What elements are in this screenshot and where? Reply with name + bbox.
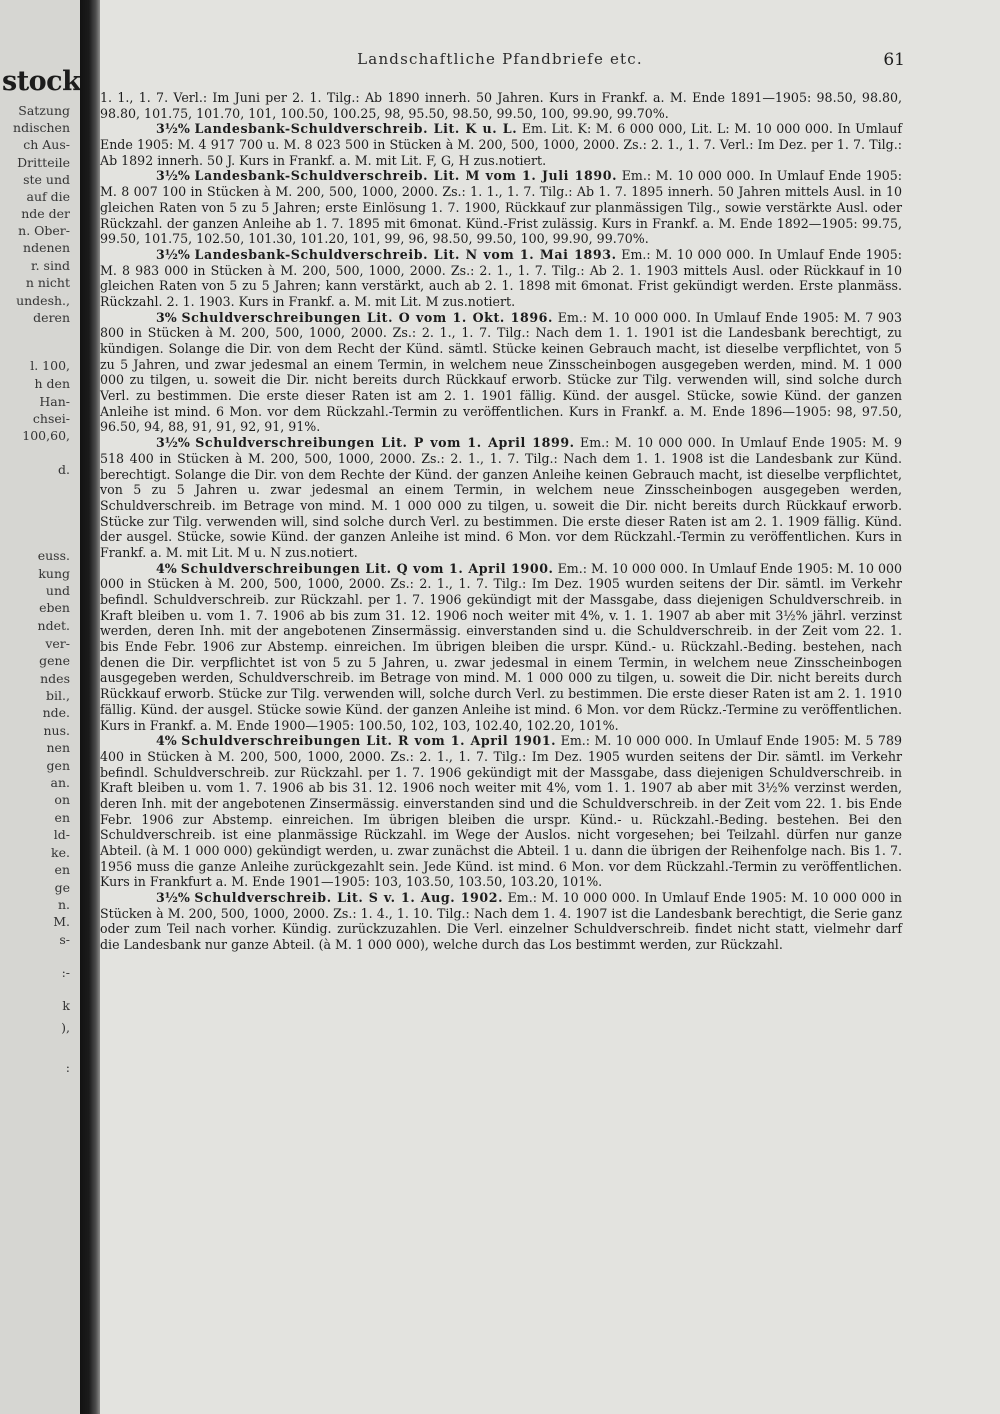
facing-page-heading: stock: [2, 66, 80, 97]
facing-page-fragment: undesh.,: [16, 293, 70, 308]
entry-indent: [100, 733, 156, 748]
facing-page-fragment: s-: [59, 932, 70, 947]
entry-indent: [100, 561, 156, 576]
facing-page-fragment: gene: [39, 653, 70, 668]
facing-page-fragment: ),: [61, 1020, 70, 1035]
facing-page-fragment: Satzung: [18, 103, 70, 118]
facing-page-fragment: n. Ober-: [18, 223, 70, 238]
facing-page-fragment: r. sind: [30, 258, 70, 273]
entry-indent: [100, 247, 156, 262]
entry-lit-q: [100, 561, 902, 734]
entry-lit-p: [100, 435, 902, 561]
book-gutter: [80, 0, 100, 1414]
facing-page-fragment: ld-: [53, 827, 70, 842]
facing-page-fragment: und: [45, 583, 70, 598]
facing-page-fragment: d.: [58, 462, 70, 477]
facing-page-fragment: l. 100,: [30, 358, 70, 373]
entry-lit-m: [100, 168, 902, 246]
facing-page-fragment: nde der: [21, 206, 70, 221]
facing-page-fragment: h den: [34, 376, 70, 391]
interest-rate: 3%: [156, 309, 177, 325]
entry-text: Em.: M. 10 000 000. In Umlauf Ende 1905: M. 9 518 400 in Stücken à M. 200, 500, 1000, 2000. Zs.: 2. 1., 1. 7. Tilg.: Nach dem 1. 1. 1908 ist die Landesbank zur Künd. berechtigt. Solange die Dir. von dem Rechte der Künd. der ganzen Anleihe keinen Gebrauch macht, ist dieselbe verpflichtet, von 5 zu 5 Jahren u. zwar jedesmal an einem Termin, in welchem neue Zinsscheinbogen ausgegeben werden, Schuldverschreib. im Betrage von mind. M. 1 000 000 zu tilgen, u. soweit die Dir. nicht bereits durch Rückkauf erworb. Stücke zur Tilg. verwenden will, sind solche durch Verl. zu bestimmen. Die erste dieser Raten ist am 2. 1. 1909 fällig. Künd. der ausgel. Stücke, sowie Künd. der ganzen Anleihe ist mind. 6 Mon. vor dem Rückzahl.-Termin zu veröffentlichen. Kurs in Frankf. a. M. mit Lit. M u. N zus.notiert.: [100, 435, 902, 560]
interest-rate: 3½%: [156, 246, 190, 262]
intro-paragraph: 1. 1., 1. 7. Verl.: Im Juni per 2. 1. Tilg.: Ab 1890 innerh. 50 Jahren. Kurs in Frankf. a. M. Ende 1891—1905: 98.50, 98.80, 98.80, 101.75, 101.70, 101, 100.50, 100.25, 98, 95.50, 98.50, 99.50, 100, 99.90, 99.70%.: [100, 90, 902, 121]
facing-page-edge: [0, 0, 80, 1414]
interest-rate: 3½%: [156, 890, 190, 906]
entry-title: Schuldverschreibungen Lit. P vom 1. April 1899.: [195, 435, 575, 451]
facing-page-fragment: ndischen: [13, 120, 70, 135]
facing-page-fragment: ke.: [51, 845, 70, 860]
facing-page-fragment: n nicht: [25, 275, 70, 290]
facing-page-fragment: deren: [33, 310, 70, 325]
facing-page-fragment: ch Aus-: [23, 137, 70, 152]
facing-page-fragment: nde.: [42, 705, 70, 720]
entry-lit-s: [100, 890, 902, 953]
entry-text: Em.: M. 10 000 000. In Umlauf Ende 1905: M. 10 000 000 in Stücken à M. 200, 500, 1000, 2000. Zs.: 2. 1., 1. 7. Tilg.: Im Dez. 1905 wurden seitens der Dir. sämtl. im Verkehr befindl. Schuldverschreib. zur Rückzahl. per 1. 7. 1906 gekündigt mit der Massgabe, dass diejenigen Schuldverschreib. in Kraft bleiben u. vom 1. 7. 1906 ab bis zum 31. 12. 1906 noch weiter mit 4%, v. 1. 1. 1907 ab aber mit 3½% jährl. verzinst werden, deren Inh. mit der angebotenen Zinsermässig. einverstanden sind u. die Schuldverschreib. in der Zeit vom 22. 1. bis Ende Febr. 1906 zur Abstemp. einreichen. Im übrigen bleiben die urspr. Künd.- u. Rückzahl.-Beding. bestehen, nach denen die Dir. verpflichtet ist von 5 zu 5 Jahren, u. zwar jedesmal in einem Termin, in welchem neue Zinsscheinbogen ausgegeben werden, Schuldverschreib. im Betrage von mind. M. 1 000 000 zu tilgen, u. soweit die Dir. nicht bereits durch Rückkauf erworb. Stücke zur Tilg. verwenden will, solche durch Verl. zu bestimmen. Die erste dieser Raten ist am 2. 1. 1910 fällig. Künd. der ausgel. Stücke sowie Künd. der ganzen Anleihe ist mind. 6 Mon. vor dem Rückz.-Termine zu veröffentlichen. Kurs in Frankf. a. M. Ende 1900—1905: 100.50, 102, 103, 102.40, 102.20, 101%.: [100, 560, 903, 733]
facing-page-fragment: chsei-: [32, 411, 70, 426]
facing-page-fragment: :: [65, 1060, 70, 1075]
entry-lit-n: [100, 247, 902, 310]
entry-text: Em.: M. 10 000 000. In Umlauf Ende 1905: M. 8 007 100 in Stücken à M. 200, 500, 1000, 2000. Zs.: 1. 1., 1. 7. Tilg.: Ab 1. 7. 1895 innerh. 50 Jahren mittels Ausl. in 10 gleichen Raten von 5 zu 5 Jahren; erste Einlösung 1. 7. 1900, Rückkauf zur planmässigen Tilg., sowie verstärkte Ausl. oder Rückzahl. der ganzen Anleihe ab 1. 7. 1895 mit 6monat. Künd.-Frist zulässig. Kurs in Frankf. a. M. Ende 1892—1905: 99.75, 99.50, 101.75, 102.50, 101.30, 101.20, 101, 99, 96, 98.50, 99.50, 100, 99.90, 99.70%.: [100, 168, 902, 247]
running-title: Landschaftliche Pfandbriefe etc.: [357, 50, 643, 68]
entry-indent: [100, 435, 156, 450]
entry-title: Landesbank-Schuldverschreib. Lit. M vom 1. Juli 1890.: [194, 168, 618, 184]
entry-text: Em.: M. 10 000 000. In Umlauf Ende 1905: M. 10 000 000 in Stücken à M. 200, 500, 1000, 2000. Zs.: 1. 4., 1. 10. Tilg.: Nach dem 1. 4. 1907 ist die Landesbank berechtigt, die Serie ganz oder zum Teil nach vorher. Kündig. zurückzuzahlen. Die Verl. einzelner Schuldverschreib. findet nicht statt, vielmehr darf die Landesbank nur ganze Abteil. (à M. 1 000 000), welche durch das Los bestimmt werden, zur Rückzahl.: [100, 890, 902, 953]
entry-lit-k-l: [100, 121, 902, 168]
facing-page-fragment: ste und: [23, 172, 70, 187]
interest-rate: 3½%: [156, 435, 190, 451]
facing-page-fragment: euss.: [37, 548, 70, 563]
facing-page-fragment: k: [62, 998, 70, 1013]
facing-page-fragment: en: [54, 810, 70, 825]
entry-indent: [100, 121, 156, 136]
entry-title: Schuldverschreibungen Lit. O vom 1. Okt. 1896.: [181, 309, 554, 325]
facing-page-fragment: auf die: [26, 189, 70, 204]
facing-page-fragment: ndenen: [23, 240, 70, 255]
interest-rate: 3½%: [156, 121, 190, 137]
facing-page-fragment: eben: [39, 600, 70, 615]
facing-page-fragment: ndes: [40, 671, 70, 686]
facing-page-fragment: ver-: [45, 636, 70, 651]
facing-page-fragment: 100,60,: [22, 428, 70, 443]
facing-page-fragment: ndet.: [37, 618, 70, 633]
interest-rate: 4%: [156, 560, 177, 576]
entry-text: Em.: M. 10 000 000. In Umlauf Ende 1905: M. 5 789 400 in Stücken à M. 200, 500, 1000, 2000. Zs.: 2. 1., 1. 7. Tilg.: Im Dez. 1905 wurden seitens der Dir. sämtl. im Verkehr befindl. Schuldverschreib. zur Rückzahl. per 1. 7. 1906 gekündigt mit der Massgabe, dass diejenigen Schuldverschreib. in Kraft bleiben u. vom 1. 7. 1906 ab bis 31. 12. 1906 noch weiter mit 4%, vom 1. 1. 1907 ab aber mit 3½% verzinst werden, deren Inh. mit der angebotenen Zinsermässig. einverstanden sind und die Schuldverschreib. in der Zeit vom 22. 1. bis Ende Febr. 1906 zur Abstemp. einreichen. Im übrigen bleiben die urspr. Künd.- u. Rückzahl.-Beding. bestehen. Bei den Schuldverschreib. ist eine planmässige Rückzahl. im Wege der Auslos. nicht vorgesehen; bei Teilzahl. dürfen nur ganze Abteil. (à M. 1 000 000) gekündigt werden, u. zwar zunächst die Abteil. 1 u. dann die übrigen der Reihenfolge nach. Bis 1. 7. 1956 muss die ganze Anleihe zurückgezahlt sein. Jede Künd. ist mind. 6 Mon. vor dem Rückzahl.-Termin zu veröffentlichen. Kurs in Frankfurt a. M. Ende 1901—1905: 103, 103.50, 103.50, 103.20, 101%.: [100, 733, 902, 890]
entry-title: Schuldverschreibungen Lit. Q vom 1. April 1900.: [180, 560, 554, 576]
entry-text: Em.: M. 10 000 000. In Umlauf Ende 1905: M. 8 983 000 in Stücken à M. 200, 500, 1000, 2000. Zs.: 2. 1., 1. 7. Tilg.: Ab 2. 1. 1903 mittels Ausl. oder Rückkauf in 10 gleichen Raten von 5 zu 5 Jahren; kann verstärkt, auch ab 2. 1. 1898 mit 6monat. Frist gekündigt werden. Erste planmäss. Rückzahl. 2. 1. 1903. Kurs in Frankf. a. M. mit Lit. M zus.notiert.: [100, 246, 902, 309]
entry-text: Em. Lit. K: M. 6 000 000, Lit. L: M. 10 000 000. In Umlauf Ende 1905: M. 4 917 700 u. M. 8 023 500 in Stücken à M. 200, 500, 1000, 2000. Zs.: 2. 1., 1. 7. Verl.: Im Dez. per 1. 7. Tilg.: Ab 1892 innerh. 50 J. Kurs in Frankf. a. M. mit Lit. F, G, H zus.notiert.: [100, 121, 902, 168]
facing-page-fragment: nus.: [43, 723, 70, 738]
entry-title: Landesbank-Schuldverschreib. Lit. N vom 1. Mai 1893.: [194, 246, 617, 262]
facing-page-fragment: nen: [46, 740, 70, 755]
entry-lit-o: [100, 310, 902, 436]
facing-page-fragment: M.: [53, 914, 70, 929]
facing-page-fragment: kung: [38, 566, 70, 581]
facing-page-fragment: en: [54, 862, 70, 877]
facing-page-fragment: on: [54, 792, 70, 807]
facing-page-fragment: Han-: [39, 394, 70, 409]
page-header: [100, 50, 905, 78]
facing-page-fragment: gen: [46, 758, 70, 773]
entry-indent: [100, 310, 156, 325]
entry-indent: [100, 890, 156, 905]
interest-rate: 4%: [156, 733, 177, 749]
entry-indent: [100, 168, 156, 183]
page-number: 61: [883, 50, 905, 70]
interest-rate: 3½%: [156, 168, 190, 184]
entry-title: Landesbank-Schuldverschreib. Lit. K u. L.: [194, 121, 518, 137]
facing-page-fragment: Dritteile: [17, 155, 70, 170]
facing-page-fragment: ge: [54, 880, 70, 895]
entry-title: Schuldverschreibungen Lit. R vom 1. April 1901.: [181, 733, 557, 749]
facing-page-fragment: an.: [50, 775, 70, 790]
entry-text: Em.: M. 10 000 000. In Umlauf Ende 1905: M. 7 903 800 in Stücken à M. 200, 500, 1000, 2000. Zs.: 2. 1., 1. 7. Tilg.: Nach dem 1. 1. 1901 ist die Landesbank berechtigt, zu kündigen. Solange die Dir. von dem Recht der Künd. sämtl. Stücke keinen Gebrauch macht, ist dieselbe verpflichtet, von 5 zu 5 Jahren, und zwar jedesmal an einem Termin, in welchem neue Zinsscheinbogen ausgegeben werden, mind. M. 1 000 000 zu tilgen, u. soweit die Dir. nicht bereits durch Rückkauf erworb. Stücke zur Tilg. verwenden will, sind solche durch Verl. zu bestimmen. Die erste dieser Raten ist am 2. 1. 1901 fällig. Künd. der ausgel. Stücke, sowie Künd. der ganzen Anleihe ist mind. 6 Mon. vor dem Rückzahl.-Termin zu veröffentlichen. Kurs in Frankf. a. M. Ende 1896—1905: 98, 97.50, 96.50, 94, 88, 91, 91, 92, 91, 91%.: [100, 309, 902, 435]
entry-lit-r: [100, 733, 902, 890]
facing-page-fragment: n.: [57, 897, 70, 912]
facing-page-fragment: :-: [61, 965, 70, 980]
facing-page-fragment: bil.,: [46, 688, 70, 703]
page-body: [100, 90, 902, 1405]
entry-title: Schuldverschreib. Lit. S v. 1. Aug. 1902.: [194, 890, 504, 906]
